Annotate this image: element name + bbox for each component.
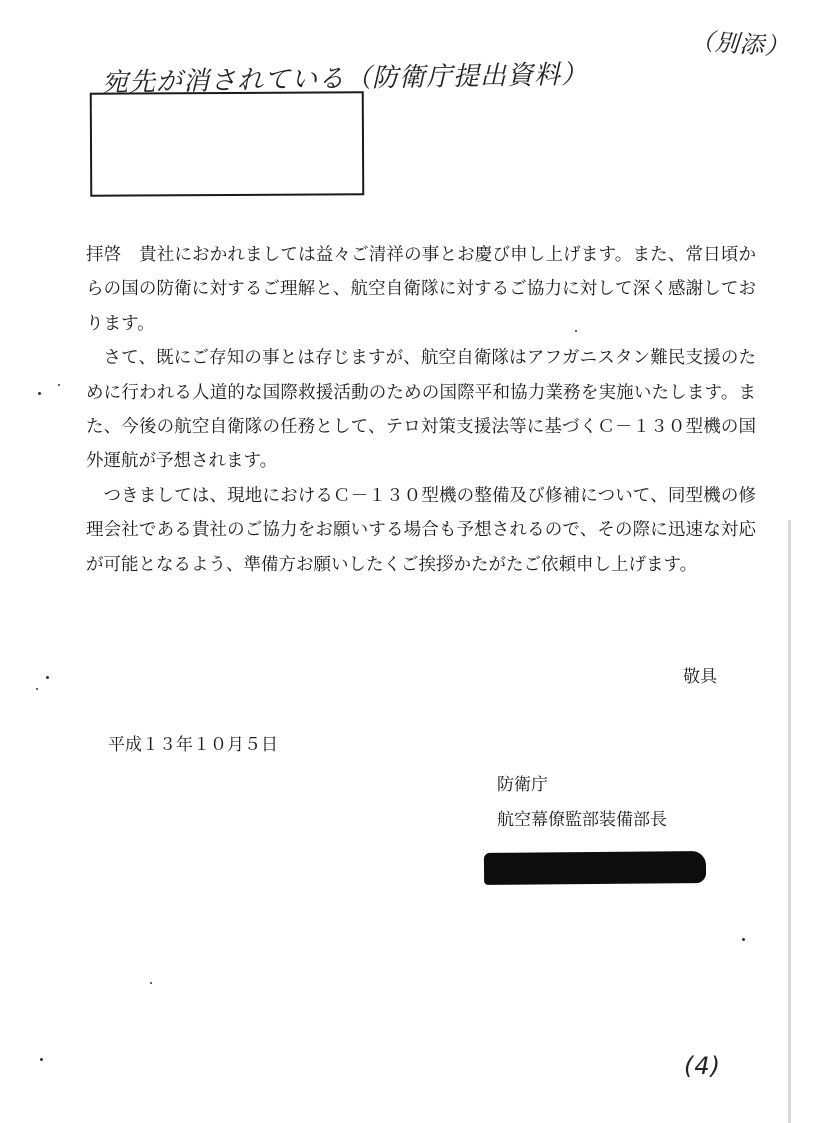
scan-speck xyxy=(742,938,745,941)
letter-body xyxy=(86,238,756,582)
scan-speck xyxy=(38,392,41,395)
paragraph-main: さて、既にご存知の事とは存じますが、航空自衛隊はアフガニスタン難民支援のために行われる人道的な国際救援活動のための国際平和協力業務を実施いたします。また、今後の航空自衛隊の任務として、テロ対策支援法等に基づくＣ－１３０型機の国外運航が予想されます。 xyxy=(86,348,756,472)
paragraph-request: つきましては、現地におけるＣ－１３０型機の整備及び修補について、同型機の修理会社である貴社のご協力をお願いする場合も予想されるので、その際に迅速な対応が可能となるよう、準備方お願いしたくご挨拶かたがたご依頼申し上げます。 xyxy=(86,485,756,575)
paragraph-greeting: 拝啓 貴社におかれましては益々ご清祥の事とお慶び申し上げます。また、常日頃からの国の防衛に対するご理解と、航空自衛隊に対するご協力に対して深く感謝しております。 xyxy=(86,245,756,334)
scan-speck xyxy=(575,330,577,332)
handwritten-note: 宛先が消されている（防衛庁提出資料） xyxy=(101,59,589,99)
scan-speck xyxy=(36,688,38,690)
scan-speck xyxy=(58,384,60,386)
sender-title: 航空幕僚監部装備部長 xyxy=(497,810,667,830)
sender-org: 防衛庁 xyxy=(497,775,548,795)
closing: 敬具 xyxy=(683,667,717,687)
letter-date: 平成１３年１０月５日 xyxy=(108,735,278,755)
handwritten-attachment-mark: （別添） xyxy=(688,26,791,62)
scan-speck xyxy=(46,676,49,679)
handwritten-page-number: (4) xyxy=(684,1052,721,1080)
redacted-signature xyxy=(484,851,706,885)
redacted-address-box xyxy=(90,91,365,196)
scan-speck xyxy=(150,982,152,984)
scan-speck xyxy=(40,1058,43,1061)
scan-edge-shadow xyxy=(788,520,791,1123)
